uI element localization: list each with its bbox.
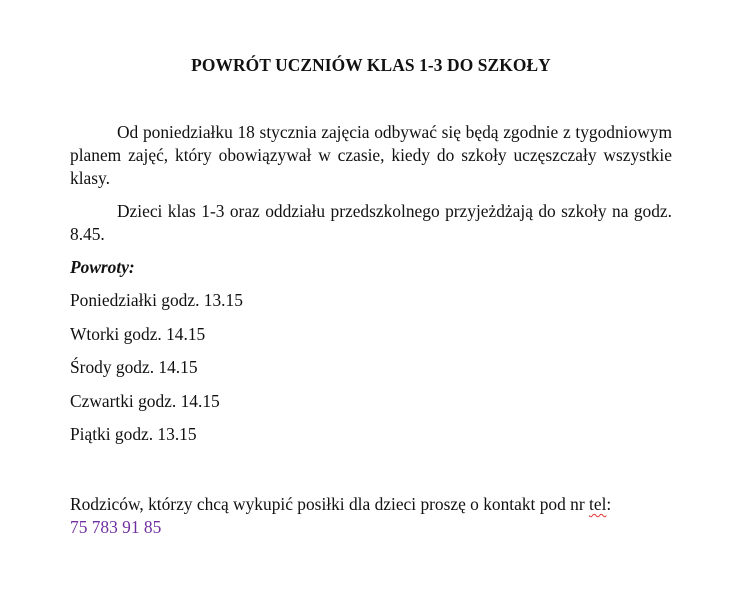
return-line-tuesday: Wtorki godz. 14.15: [70, 323, 206, 344]
phone-number: 75 783 91 85: [70, 517, 162, 537]
return-line-wednesday: Środy godz. 14.15: [70, 357, 198, 377]
document-title: POWRÓT UCZNIÓW KLAS 1-3 DO SZKOŁY: [191, 55, 551, 75]
return-line-friday: Piątki godz. 13.15: [70, 424, 197, 444]
contact-colon: :: [606, 494, 612, 514]
paragraph-arrival: Dzieci klas 1-3 oraz oddziału przedszkolnego przyjeżdżają do szkoły na godz. 8.45.: [70, 201, 672, 244]
contact-text: Rodziców, którzy chcą wykupić posiłki dla dzieci proszę o kontakt pod nr: [70, 494, 590, 514]
spellcheck-marked-word: tel: [589, 494, 607, 514]
return-line-thursday: Czwartki godz. 14.15: [70, 390, 220, 411]
returns-heading: Powroty:: [70, 257, 135, 277]
contact-paragraph: [70, 493, 672, 539]
paragraph-schedule: Od poniedziałku 18 stycznia zajęcia odbywać się będą zgodnie z tygodniowym planem zajęć, który obowiązywał w czasie, kiedy do szkoły uczęszczały wszystkie klasy.: [70, 122, 672, 188]
return-line-monday: Poniedziałki godz. 13.15: [70, 290, 243, 310]
document-content: [70, 54, 672, 539]
